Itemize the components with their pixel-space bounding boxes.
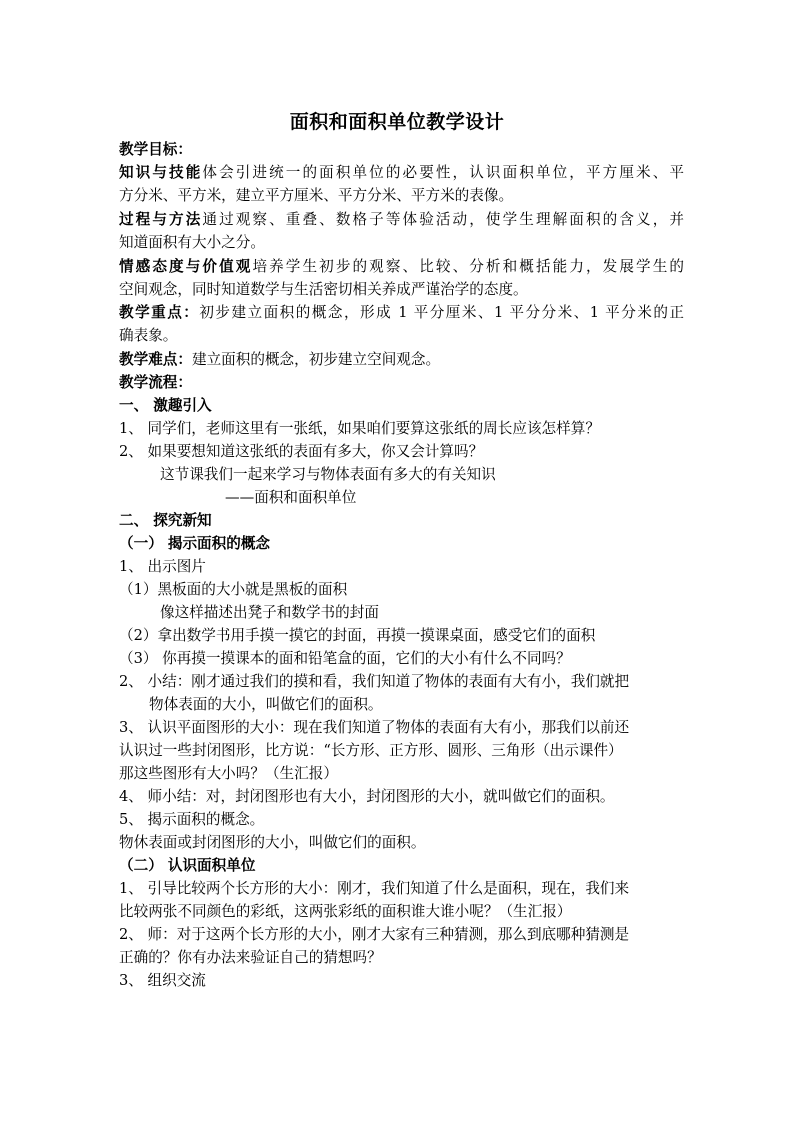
part2-line-4: 正确的？你有办法来验证自己的猜想吗？ bbox=[119, 949, 382, 966]
key-point-line-2: 确表象。 bbox=[119, 327, 178, 344]
key-point-label: 教学重点： bbox=[119, 304, 200, 321]
attitude-line-2: 空间观念，同时知道数学与生活密切相关养成严谨治学的态度。 bbox=[119, 281, 528, 298]
part2-line-5: 3、 组织交流 bbox=[119, 972, 206, 989]
key-point-line-1 bbox=[119, 301, 684, 324]
knowledge-label: 知识与技能 bbox=[119, 164, 203, 181]
section1-topic: ——面积和面积单位 bbox=[225, 489, 357, 506]
part1-line-9: 认识过一些封闭图形，比方说：“长方形、正方形、圆形、三角形（出示课件） bbox=[119, 742, 623, 759]
part1-line-7: 物体表面的大小，叫做它们的面积。 bbox=[149, 696, 383, 713]
part2-line-1: 1、 引导比较两个长方形的大小：刚才，我们知道了什么是面积，现在，我们来 bbox=[119, 880, 630, 897]
part1-line-1: 1、 出示图片 bbox=[119, 558, 206, 575]
part1-line-12: 5、 揭示面积的概念。 bbox=[119, 811, 265, 828]
section1-item-2: 2、 如果要想知道这张纸的表面有多大，你又会计算吗？ bbox=[119, 443, 484, 460]
section1-item-1: 1、 同学们，老师这里有一张纸，如果咱们要算这张纸的周长应该怎样算？ bbox=[119, 420, 600, 437]
part2-heading: （二） 认识面积单位 bbox=[119, 857, 256, 874]
attitude-label: 情感态度与价值观 bbox=[119, 258, 253, 275]
section2-heading: 二、 探究新知 bbox=[119, 512, 212, 529]
knowledge-text-1: 体会引进统一的面积单位的必要性，认识面积单位，平方厘米、平 bbox=[202, 164, 684, 181]
section1-intro: 这节课我们一起来学习与物体表面有多大的有关知识 bbox=[160, 466, 496, 483]
part1-line-5: （3） 你再摸一摸课本的面和铅笔盒的面，它们的大小有什么不同吗？ bbox=[119, 650, 571, 667]
process-line-1 bbox=[119, 208, 684, 231]
part2-line-2: 比较两张不同颜色的彩纸，这两张彩纸的面积谁大谁小呢？（生汇报） bbox=[119, 903, 572, 920]
process-line-2: 知道面积有大小之分。 bbox=[119, 234, 265, 251]
part2-line-3: 2、 师：对于这两个长方形的大小，刚才大家有三种猜测，那么到底哪种猜测是 bbox=[119, 926, 630, 943]
attitude-text-1: 培养学生初步的观察、比较、分析和概括能力，发展学生的 bbox=[252, 258, 684, 275]
document-title: 面积和面积单位教学设计 bbox=[289, 111, 505, 133]
key-point-text-1: 初步建立面积的概念，形成 1 平分厘米、1 平分分米、1 平分米的正 bbox=[199, 304, 684, 321]
part1-heading: （一） 揭示面积的概念 bbox=[119, 535, 271, 552]
part1-line-4: （2）拿出数学书用手摸一摸它的封面，再摸一摸课桌面，感受它们的面积 bbox=[119, 627, 596, 644]
part1-line-13: 物休表面或封闭图形的大小，叫做它们的面积。 bbox=[119, 834, 426, 851]
difficulty-line bbox=[119, 348, 440, 371]
part1-line-11: 4、 师小结：对，封闭图形也有大小，封闭图形的大小，就叫做它们的面积。 bbox=[119, 788, 615, 805]
part1-line-6: 2、 小结：刚才通过我们的摸和看，我们知道了物体的表面有大有小，我们就把 bbox=[119, 673, 630, 690]
objectives-heading: 教学目标： bbox=[119, 141, 192, 158]
part1-line-2: （1）黑板面的大小就是黑板的面积 bbox=[119, 581, 348, 598]
attitude-line-1 bbox=[119, 255, 684, 278]
section1-heading: 一、 激趣引入 bbox=[119, 397, 212, 414]
part1-line-10: 那这些图形有大小吗？（生汇报） bbox=[119, 765, 338, 782]
difficulty-text: 建立面积的概念，初步建立空间观念。 bbox=[191, 351, 441, 368]
process-text-1: 通过观察、重叠、数格子等体验活动，使学生理解面积的含义，并 bbox=[202, 211, 684, 228]
process-label: 过程与方法 bbox=[119, 211, 203, 228]
knowledge-line-2: 方分米、平方米，建立平方厘米、平方分米、平方米的表像。 bbox=[119, 187, 514, 204]
part1-line-8: 3、 认识平面图形的大小：现在我们知道了物体的表面有大有小，那我们以前还 bbox=[119, 719, 630, 736]
flow-heading: 教学流程： bbox=[119, 374, 192, 391]
part1-line-3: 像这样描述出凳子和数学书的封面 bbox=[160, 604, 379, 621]
knowledge-line-1 bbox=[119, 161, 684, 184]
difficulty-label: 教学难点： bbox=[119, 351, 192, 368]
